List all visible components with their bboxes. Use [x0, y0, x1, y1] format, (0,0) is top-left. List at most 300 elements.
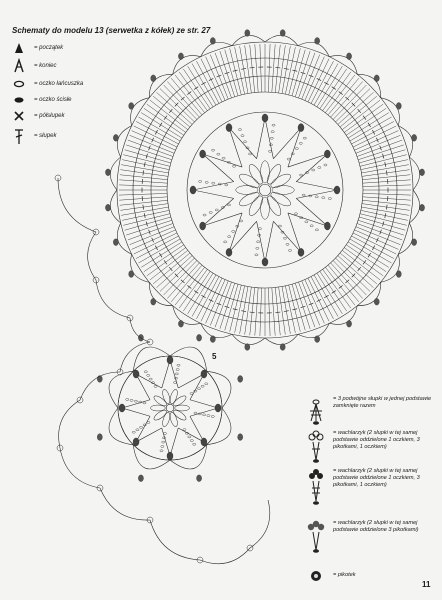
chain-mark [193, 443, 196, 445]
chain-mark [315, 196, 318, 198]
stitch-bar [363, 260, 366, 264]
chain-mark [318, 166, 321, 168]
page-number: 11 [422, 580, 431, 589]
chain-mark [241, 135, 244, 137]
stitch-stroke [240, 46, 248, 93]
chain-mark [227, 204, 230, 206]
chain-mark [161, 445, 164, 447]
key-label-half: = półsłupek [34, 113, 65, 119]
stitch-stroke [353, 126, 396, 147]
key-row-start [12, 40, 132, 56]
cluster-shell-icon [305, 430, 327, 469]
flower-petal [261, 197, 270, 219]
stitch-stroke [122, 160, 169, 170]
picot-mark [210, 37, 215, 44]
key-label-double: = słupek [34, 133, 57, 139]
cluster-mark [190, 186, 196, 194]
stitch-stroke [192, 64, 216, 106]
picot-mark [346, 320, 351, 327]
chain-mark [136, 429, 139, 431]
chain-mark [160, 450, 163, 452]
star-spoke [162, 360, 179, 388]
chain-mark [324, 164, 327, 166]
chain-mark [295, 148, 298, 150]
chain-mark [134, 400, 137, 402]
stitch-bar [155, 246, 157, 250]
stitch-stroke [299, 53, 315, 98]
stitch-stroke [357, 224, 402, 240]
flower-petal [172, 408, 187, 421]
picot-mark [105, 169, 110, 176]
stitch-stroke [119, 197, 167, 200]
chain-mark [197, 388, 200, 390]
chain-mark [203, 414, 206, 416]
stitch-stroke [119, 180, 167, 183]
chain-mark [232, 165, 235, 167]
chain-mark [205, 383, 208, 385]
stitch-bar [332, 291, 336, 294]
stitch-stroke [240, 287, 248, 334]
chain-mark [177, 364, 180, 366]
cluster-shell-2-icon [305, 468, 327, 511]
stitch-stroke [282, 46, 290, 93]
picot-mark [196, 334, 201, 341]
legend-text-picot: = pikotek [333, 572, 356, 578]
cluster-mark [200, 222, 206, 230]
chain-mark [268, 150, 271, 152]
chain-mark [256, 247, 259, 249]
star-spoke [229, 128, 257, 167]
stitch-stroke [121, 165, 168, 173]
chain-mark [201, 385, 204, 387]
picot-mark [138, 475, 143, 482]
picot-mark [97, 434, 102, 441]
chain-mark [315, 229, 318, 231]
chain-mark [139, 426, 142, 428]
stitch-stroke [355, 131, 399, 151]
picot-mark [396, 103, 401, 110]
stitch-bar [152, 238, 154, 242]
chain-mark [232, 230, 235, 232]
flower-petal [172, 394, 187, 407]
key-label-start: = początek [34, 45, 64, 51]
picot-icon [305, 568, 327, 589]
flower-petal [152, 394, 167, 407]
stitch-stroke [134, 233, 177, 254]
half-stitch-icon [12, 108, 26, 124]
chain-loop [88, 232, 96, 280]
chain-mark [302, 194, 305, 196]
chain-loop [100, 488, 150, 520]
picot-mark [210, 336, 215, 343]
chain-mark [194, 412, 197, 414]
star-spoke [162, 428, 179, 456]
picot-mark [105, 204, 110, 211]
stitch-bar [339, 285, 343, 288]
stitch-stroke [289, 285, 301, 332]
chain-mark [147, 421, 150, 423]
stitch-stroke [363, 185, 411, 187]
picot-mark [196, 475, 201, 482]
cluster-mark [298, 124, 304, 132]
picot-mark [374, 298, 379, 305]
chain-loop [120, 342, 150, 372]
chain-mark [322, 197, 325, 199]
stitch-bar [376, 138, 378, 142]
stitch-bar [363, 116, 366, 120]
stitch-bar [386, 170, 387, 175]
flower-petal [261, 161, 270, 183]
stitch-bar [143, 170, 144, 175]
cluster-mark [334, 186, 340, 194]
stitch-bar [309, 75, 314, 77]
chain-mark [175, 373, 178, 375]
stitch-stroke [268, 288, 270, 336]
stitch-stroke [305, 280, 325, 324]
chain-mark [228, 236, 231, 238]
stitch-stroke [201, 59, 222, 102]
chain-mark [299, 174, 302, 176]
stitch-bar [159, 253, 162, 257]
cluster-mark [201, 438, 207, 446]
flower-petal [236, 186, 258, 195]
chain-mark [328, 198, 331, 200]
picot-mark [419, 169, 424, 176]
chain-mark [288, 249, 291, 251]
chain-mark [258, 228, 261, 230]
key-label-chain: = oczko łańcuszka [34, 81, 84, 87]
picot-mark [178, 320, 183, 327]
chain-mark [130, 399, 133, 401]
ring [151, 76, 379, 304]
stitch-stroke [215, 282, 231, 327]
stitch-bar [324, 295, 328, 297]
chain-loop [150, 520, 200, 560]
chain-mark [217, 153, 220, 155]
cluster-mark [324, 150, 330, 158]
flower-petal [247, 162, 266, 186]
arrow-end-icon [12, 58, 26, 74]
cluster-mark [324, 222, 330, 230]
chain-mark [199, 180, 202, 182]
picot-mark [238, 376, 243, 383]
stitch-stroke [361, 160, 408, 170]
chain-mark [272, 124, 275, 126]
chain-mark [224, 241, 227, 243]
flower-petal [265, 194, 284, 218]
round-marker: 5 [212, 352, 217, 361]
key-row-half [12, 108, 132, 124]
chain-mark [126, 398, 129, 400]
chain-mark [211, 416, 214, 418]
stitch-bar [358, 109, 361, 113]
stitch-stroke [201, 278, 222, 321]
chain-mark [209, 212, 212, 214]
stitch-stroke [134, 126, 177, 147]
chain-mark [147, 374, 150, 376]
picot-mark [346, 53, 351, 60]
stitch-bar [284, 68, 289, 69]
stitch-bar [209, 299, 213, 301]
stitch-bar [194, 291, 198, 294]
stitch-stroke [268, 44, 270, 92]
stitch-stroke [362, 165, 409, 173]
chain-mark [207, 415, 210, 417]
cluster-mark [167, 356, 173, 364]
cluster-shell-3-icon [305, 520, 327, 559]
stitch-stroke [357, 140, 402, 156]
stitch-bar [372, 130, 374, 134]
stitch-bar [164, 116, 167, 120]
chain-mark [278, 225, 281, 227]
stitch-bar [187, 285, 191, 288]
chain-loop [59, 400, 80, 448]
chain-mark [255, 254, 258, 256]
small-doily-chart [97, 334, 243, 481]
stitch-stroke [299, 282, 315, 327]
stitch-bar [169, 109, 172, 113]
stitch-stroke [139, 239, 181, 263]
double-crochet-icon [12, 128, 26, 144]
flower-petal [247, 194, 266, 218]
stitch-stroke [192, 275, 216, 317]
flower-petal [269, 190, 293, 209]
picot-mark [245, 30, 250, 37]
stitch-stroke [282, 287, 290, 334]
stitch-bar [217, 303, 222, 305]
stitch-stroke [255, 44, 258, 92]
picot-mark [280, 344, 285, 351]
chain-mark [257, 241, 260, 243]
stitch-bar [201, 82, 205, 84]
stitch-bar [358, 267, 361, 271]
star-spoke [257, 118, 274, 159]
cluster-mark [119, 404, 125, 412]
flower-petal [269, 172, 293, 191]
flower-petal [272, 186, 294, 195]
stitch-bar [376, 238, 378, 242]
chain-mark [163, 433, 166, 435]
flower-petal [169, 389, 179, 405]
stitch-stroke [255, 288, 258, 336]
chain-mark [312, 169, 315, 171]
stitch-bar [152, 138, 154, 142]
stitch-stroke [128, 224, 173, 240]
stitch-bar [250, 67, 255, 68]
chain-mark [270, 137, 273, 139]
stitch-bar [209, 78, 213, 80]
stitch-stroke [363, 180, 411, 183]
picot-mark [178, 53, 183, 60]
stitch-stroke [230, 48, 242, 95]
stitch-stroke [260, 44, 262, 92]
chain-mark [154, 385, 157, 387]
stitch-bar [217, 75, 222, 77]
stitch-bar [317, 299, 321, 301]
chain-loop [58, 178, 96, 232]
key-row-slip [12, 92, 132, 108]
stitch-stroke [121, 207, 168, 215]
stitch-bar [372, 246, 374, 250]
flower-petal [265, 162, 284, 186]
key-row-double [12, 128, 132, 144]
chain-mark [183, 429, 186, 431]
arrow-start-icon [12, 40, 26, 56]
stitch-stroke [350, 239, 392, 263]
chain-mark [144, 371, 147, 373]
stitch-bar [368, 123, 371, 127]
stitch-bar [187, 92, 191, 95]
legend-text-shell-1: = wachlarzyk (2 słupki w tej samej podstawie oddzielone 1 oczkiem, 3 pikotkami, 1 oczkiem) [333, 430, 420, 450]
key-row-chain [12, 76, 132, 92]
chain-mark [149, 378, 152, 380]
chain-mark [205, 181, 208, 183]
chain-mark [132, 431, 135, 433]
ring [133, 58, 397, 322]
stitch-bar [164, 260, 167, 264]
stitch-stroke [272, 44, 275, 92]
chain-mark [190, 393, 193, 395]
star-spoke [288, 198, 327, 226]
stitch-stroke [230, 285, 242, 332]
large-doily-chart [105, 30, 424, 351]
chain-mark [299, 142, 302, 144]
stitch-bar [201, 295, 205, 297]
chain-mark [243, 141, 246, 143]
stitch-stroke [132, 131, 176, 151]
cluster-mark [226, 248, 232, 256]
picot-mark [396, 271, 401, 278]
stitch-stroke [363, 197, 411, 200]
picot-mark [129, 271, 134, 278]
picot-mark [238, 434, 243, 441]
chain-loop [200, 548, 250, 564]
stitch-bar [250, 312, 255, 313]
star-spoke [203, 154, 242, 182]
stitch-stroke [353, 233, 396, 254]
stitch-bar [194, 87, 198, 90]
key-label-slip: = oczko ścisłe [34, 97, 72, 103]
key-label-end: = koniec [34, 63, 57, 69]
picot-mark [412, 134, 417, 141]
chain-mark [203, 214, 206, 216]
stitch-bar [386, 205, 387, 210]
chain-mark [294, 213, 297, 215]
stitch-stroke [260, 288, 262, 336]
stitch-stroke [206, 280, 226, 324]
chain-mark [188, 436, 191, 438]
stitch-stroke [308, 278, 329, 321]
flower-petal [152, 408, 167, 421]
stitch-stroke [289, 48, 301, 95]
chain-scallop-edge [55, 175, 270, 564]
stitch-bar [275, 312, 280, 313]
flower-petal [237, 190, 261, 209]
cluster-mark [215, 404, 221, 412]
chain-mark [215, 209, 218, 211]
stitch-stroke [132, 230, 176, 250]
chain-mark [212, 149, 215, 151]
chain-stitch-icon [12, 76, 26, 92]
stitch-stroke [362, 207, 409, 215]
cluster-mark [262, 258, 268, 266]
legend-text-shell-2: = wachlarzyk (2 słupki w tej samej podstawie oddzielone 1 oczkiem, 3 pikotkami, 1 oczkiem) [333, 468, 420, 488]
stitch-stroke [314, 64, 338, 106]
chain-mark [162, 437, 165, 439]
chain-loop [96, 280, 130, 318]
chain-loop [250, 500, 270, 548]
picot-mark [245, 344, 250, 351]
stitch-stroke [350, 117, 392, 141]
stitch-bar [159, 123, 162, 127]
picot-mark [419, 204, 424, 211]
chain-mark [143, 402, 146, 404]
stitch-stroke [272, 288, 275, 336]
flower-center [166, 404, 174, 412]
picot-mark [315, 37, 320, 44]
stitch-stroke [122, 210, 169, 220]
ring [187, 112, 343, 268]
cluster-mark [200, 150, 206, 158]
picot-mark [151, 298, 156, 305]
star-spoke [288, 154, 327, 182]
cluster-3-icon [305, 396, 327, 431]
slip-stitch-icon [12, 92, 26, 108]
chart-heading: Schematy do modelu 13 (serwetka z kółek) ze str. 27 [12, 26, 211, 35]
cluster-mark [226, 124, 232, 132]
cluster-mark [133, 370, 139, 378]
stitch-stroke [355, 230, 399, 250]
stitch-stroke [139, 117, 181, 141]
chain-mark [190, 440, 193, 442]
chain-mark [303, 137, 306, 139]
chain-mark [248, 153, 251, 155]
star-spoke [257, 221, 274, 262]
stitch-bar [332, 87, 336, 90]
picot-mark [280, 30, 285, 37]
cluster-mark [167, 452, 173, 460]
cluster-mark [133, 438, 139, 446]
stitch-bar [241, 68, 246, 69]
chain-loop [60, 448, 100, 488]
stitch-bar [309, 303, 314, 305]
stitch-bar [169, 267, 172, 271]
stitch-bar [284, 311, 289, 312]
star-spoke [203, 198, 242, 226]
chain-mark [212, 182, 215, 184]
chain-loop [80, 372, 120, 400]
star-spoke [273, 213, 301, 252]
chain-mark [240, 220, 243, 222]
picot-mark [412, 239, 417, 246]
flower-petal [237, 172, 261, 191]
chain-mark [222, 157, 225, 159]
stitch-bar [368, 253, 371, 257]
cluster-mark [262, 114, 268, 122]
chain-mark [310, 225, 313, 227]
flower-petal [161, 412, 171, 428]
stitch-bar [275, 67, 280, 68]
stitch-bar [155, 130, 157, 134]
picot-mark [374, 75, 379, 82]
stitch-stroke [305, 57, 325, 101]
legend-text-shell-3: = wachlarzyk (2 słupki w tej samej podstawie oddzielone 3 pikotkami) [333, 520, 419, 533]
chain-mark [174, 377, 177, 379]
chain-mark [176, 369, 179, 371]
stitch-stroke [314, 275, 338, 317]
stitch-stroke [206, 57, 226, 101]
stitch-bar [339, 92, 343, 95]
